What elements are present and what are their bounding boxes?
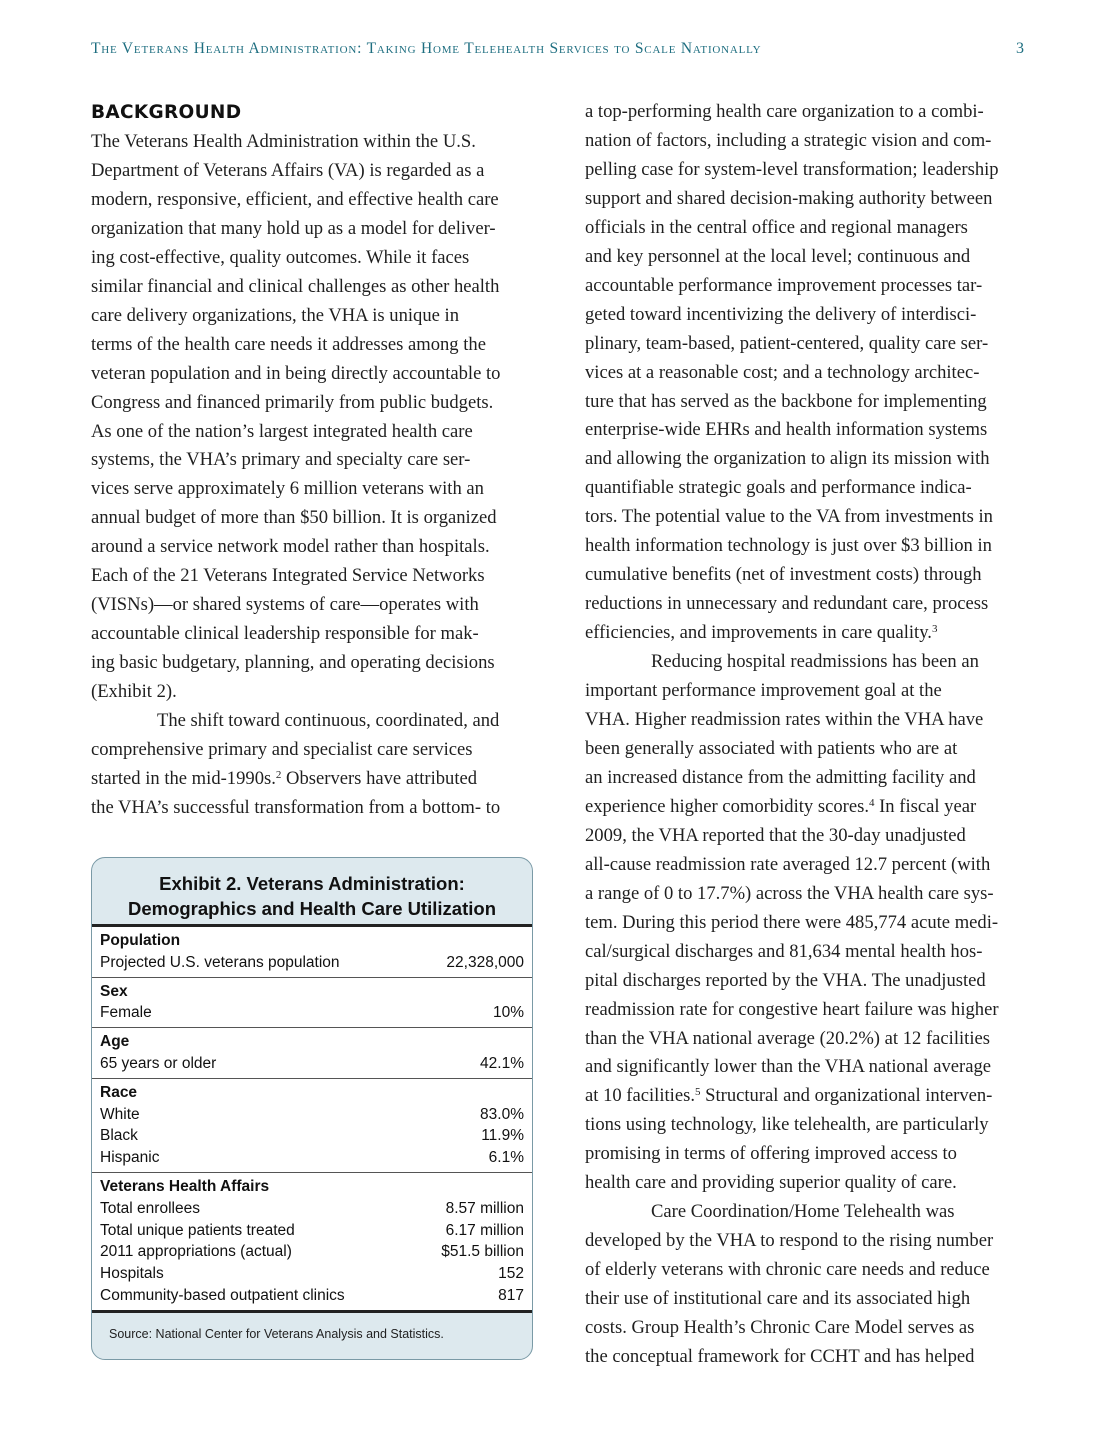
exhibit-section (92, 1028, 532, 1079)
row-label: Projected U.S. veterans population (100, 953, 340, 971)
paragraph-line: similar financial and clinical challenges as other health (91, 275, 500, 297)
row-label: Total enrollees (100, 1199, 200, 1217)
exhibit-table (92, 924, 532, 1313)
paragraph-lines (585, 651, 983, 788)
paragraph-line: geted toward incentivizing the delivery of interdisci- (585, 303, 977, 325)
paragraph-line: and key personnel at the local level; continuous and (585, 245, 971, 267)
row-value: 42.1% (480, 1054, 524, 1072)
paragraph-line: tions using technology, like telehealth, are particularly (585, 1114, 989, 1136)
row-label: Total unique patients treated (100, 1221, 295, 1239)
row-value: 6.1% (488, 1149, 524, 1167)
paragraph-line: support and shared decision-making authority between (585, 187, 993, 209)
paragraph-line: ture that has served as the backbone for implementing (585, 390, 987, 412)
right-paragraph-1 (585, 98, 1030, 648)
paragraph-lines (585, 1114, 989, 1193)
paragraph-line: 2009, the VHA reported that the 30-day unadjusted (585, 824, 966, 846)
paragraph-line: nation of factors, including a strategic vision and com- (585, 129, 992, 151)
paragraph-line: Observers have attributed (281, 767, 478, 789)
paragraph-line: officials in the central office and regional managers (585, 216, 968, 238)
footnote-ref-4[interactable]: 4 (868, 796, 875, 809)
paragraph-line: cal/surgical discharges and 81,634 mental health hos- (585, 940, 983, 962)
paragraph-line: the VHA’s successful transformation from a bottom- to (91, 796, 501, 818)
paragraph-line: readmission rate for congestive heart failure was higher (585, 998, 999, 1020)
paragraph-line: tem. During this period there were 485,774 acute medi- (585, 911, 999, 933)
paragraph-line: ing cost-effective, quality outcomes. While it faces (91, 246, 470, 268)
footnote-ref-5[interactable]: 5 (694, 1086, 701, 1099)
paragraph-lines (585, 825, 999, 1078)
exhibit-title-line: Demographics and Health Care Utilization (127, 897, 496, 919)
left-column (91, 98, 531, 823)
running-title: The Veterans Health Administration: Taking Home Telehealth Services to Scale Nationally (91, 40, 762, 57)
paragraph-line: reductions in unnecessary and redundant care, process (585, 593, 989, 615)
paragraph-line: The shift toward continuous, coordinated, and (157, 710, 500, 732)
paragraph-line: a range of 0 to 17.7%) across the VHA health care sys- (585, 882, 994, 904)
paragraph-line: Structural and organizational interven- (700, 1085, 993, 1107)
paragraph-line: health care and providing superior quality of care. (585, 1172, 957, 1194)
paragraph-line: enterprise-wide EHRs and health information systems (585, 419, 988, 441)
paragraph-line: VHA. Higher readmission rates within the VHA have (585, 709, 984, 731)
paragraph-line: and significantly lower than the VHA national average (585, 1056, 992, 1078)
paragraph-line: started in the mid-1990s. (91, 767, 276, 789)
paragraph-line: modern, responsive, efficient, and effective health care (91, 188, 499, 210)
paragraph-line: pelling case for system-level transformation; leadership (585, 158, 999, 180)
paragraph-line: (Exhibit 2). (91, 681, 177, 703)
paragraph-line: systems, the VHA’s primary and specialty care ser- (91, 449, 471, 471)
paragraph-line: Congress and financed primarily from public budgets. (91, 391, 494, 413)
paragraph-line: Reducing hospital readmissions has been an (651, 651, 979, 673)
row-label: Female (100, 1004, 152, 1022)
paragraph-lines (585, 1201, 993, 1367)
row-value: 22,328,000 (446, 953, 524, 971)
row-value: $51.5 billion (441, 1243, 524, 1261)
background-paragraph-2 (91, 707, 531, 823)
paragraph-line: the conceptual framework for CCHT and has helped (585, 1345, 975, 1367)
paragraph-line: a top-performing health care organization to a combi- (585, 101, 984, 122)
paragraph-line: and allowing the organization to align its mission with (585, 448, 990, 470)
row-label: Black (100, 1127, 138, 1145)
paragraph-line: efficiencies, and improvements in care quality. (585, 622, 932, 644)
section-title: Age (100, 1033, 130, 1051)
section-title: Race (100, 1083, 138, 1101)
paragraph-line: than the VHA national average (20.2%) at 12 facilities (585, 1027, 990, 1049)
paragraph-line: accountable clinical leadership responsible for mak- (91, 623, 479, 645)
table-row (100, 1104, 524, 1126)
paragraph-line: around a service network model rather than hospitals. (91, 536, 490, 558)
row-value: 83.0% (480, 1105, 524, 1123)
paragraph-line: plinary, team-based, patient-centered, quality care ser- (585, 332, 989, 354)
table-row (100, 952, 524, 974)
background-paragraph-1 (91, 128, 531, 707)
paragraph-line: been generally associated with patients who are at (585, 737, 958, 759)
paragraph-line: developed by the VHA to respond to the rising number (585, 1230, 994, 1252)
table-row (100, 1002, 524, 1024)
section-title: Veterans Health Affairs (100, 1177, 270, 1195)
paragraph-line: important performance improvement goal at the (585, 680, 942, 702)
exhibit-title (92, 858, 532, 924)
footnote-ref-3[interactable]: 3 (931, 623, 938, 636)
section-title: Sex (100, 982, 128, 1000)
right-paragraph-2 (585, 648, 1030, 1198)
exhibit-2-table-box (91, 857, 533, 1360)
row-value: 817 (498, 1286, 524, 1304)
paragraph-line: organization that many hold up as a model for deliver- (91, 217, 496, 239)
paragraph-line: their use of institutional care and its associated high (585, 1288, 971, 1310)
paragraph-line: at 10 facilities. (585, 1085, 695, 1107)
table-row (100, 1053, 524, 1075)
row-label: 2011 appropriations (actual) (100, 1243, 292, 1261)
row-label: 65 years or older (100, 1054, 217, 1072)
right-paragraph-3 (585, 1198, 1030, 1372)
paragraph-line: quantifiable strategic goals and performance indica- (585, 477, 972, 499)
paragraph-line: cumulative benefits (net of investment costs) through (585, 564, 982, 586)
row-value: 152 (498, 1265, 524, 1283)
paragraph-line: The Veterans Health Administration within the U.S. (91, 131, 476, 152)
table-row (100, 1220, 524, 1242)
table-row (100, 1147, 524, 1169)
table-row (100, 1125, 524, 1147)
row-value: 10% (492, 1004, 524, 1022)
paragraph-line: In fiscal year (874, 795, 977, 817)
paragraph-line: Each of the 21 Veterans Integrated Service Networks (91, 565, 485, 587)
row-value: 11.9% (481, 1127, 524, 1145)
paragraph-line: an increased distance from the admitting facility and (585, 766, 976, 788)
running-header (91, 40, 1026, 64)
exhibit-section (92, 978, 532, 1029)
section-title: Population (100, 932, 181, 949)
section-heading: BACKGROUND (91, 102, 242, 123)
paragraph-lines (585, 101, 999, 614)
paragraph-line: (VISNs)—or shared systems of care—operates with (91, 594, 479, 616)
paragraph-line: tors. The potential value to the VA from investments in (585, 506, 993, 528)
paragraph-line: all-cause readmission rate averaged 12.7 percent (with (585, 853, 991, 875)
paragraph-line: comprehensive primary and specialist care services (91, 739, 473, 761)
paragraph-line: vices at a reasonable cost; and a technology architec- (585, 361, 980, 383)
paragraph-line: health information technology is just over $3 billion in (585, 535, 992, 557)
exhibit-section (92, 1173, 532, 1310)
row-label: Hospitals (100, 1265, 164, 1283)
table-row (100, 1241, 524, 1263)
table-row (100, 1263, 524, 1285)
paragraph-line: ing basic budgetary, planning, and operating decisions (91, 652, 495, 674)
paragraph-line: Care Coordination/Home Telehealth was (651, 1201, 955, 1223)
row-label: White (100, 1105, 140, 1123)
footnote-ref-2[interactable]: 2 (275, 768, 282, 781)
exhibit-section (92, 1079, 532, 1173)
page-number: 3 (1016, 40, 1024, 57)
exhibit-source: Source: National Center for Veterans Analysis and Statistics. (109, 1326, 444, 1341)
paragraph-line: veteran population and in being directly accountable to (91, 362, 501, 384)
paragraph-line: care delivery organizations, the VHA is unique in (91, 304, 459, 326)
row-value: 8.57 million (445, 1199, 524, 1217)
paragraph-line: Department of Veterans Affairs (VA) is regarded as a (91, 159, 485, 181)
paragraph-line: costs. Group Health’s Chronic Care Model serves as (585, 1317, 975, 1339)
paragraph-line: annual budget of more than $50 billion. It is organized (91, 507, 497, 529)
row-value: 6.17 million (445, 1221, 524, 1239)
exhibit-title-line: Exhibit 2. Veterans Administration: (159, 873, 465, 894)
paragraph-line: As one of the nation’s largest integrated health care (91, 420, 473, 442)
paragraph-lines (91, 131, 500, 702)
paragraph-line: experience higher comorbidity scores. (585, 795, 869, 817)
exhibit-section (92, 927, 532, 978)
table-row (100, 1285, 524, 1307)
paragraph-line: accountable performance improvement processes tar- (585, 274, 983, 296)
paragraph-line: terms of the health care needs it addresses among the (91, 333, 486, 355)
table-row (100, 1198, 524, 1220)
row-label: Hispanic (100, 1149, 160, 1167)
paragraph-line: promising in terms of offering improved access to (585, 1143, 957, 1165)
paragraph-line: of elderly veterans with chronic care needs and reduce (585, 1259, 990, 1281)
row-label: Community-based outpatient clinics (100, 1286, 345, 1304)
paragraph-line: vices serve approximately 6 million veterans with an (91, 478, 484, 500)
paragraph-line: pital discharges reported by the VHA. The unadjusted (585, 969, 986, 991)
right-column (585, 98, 1030, 1372)
